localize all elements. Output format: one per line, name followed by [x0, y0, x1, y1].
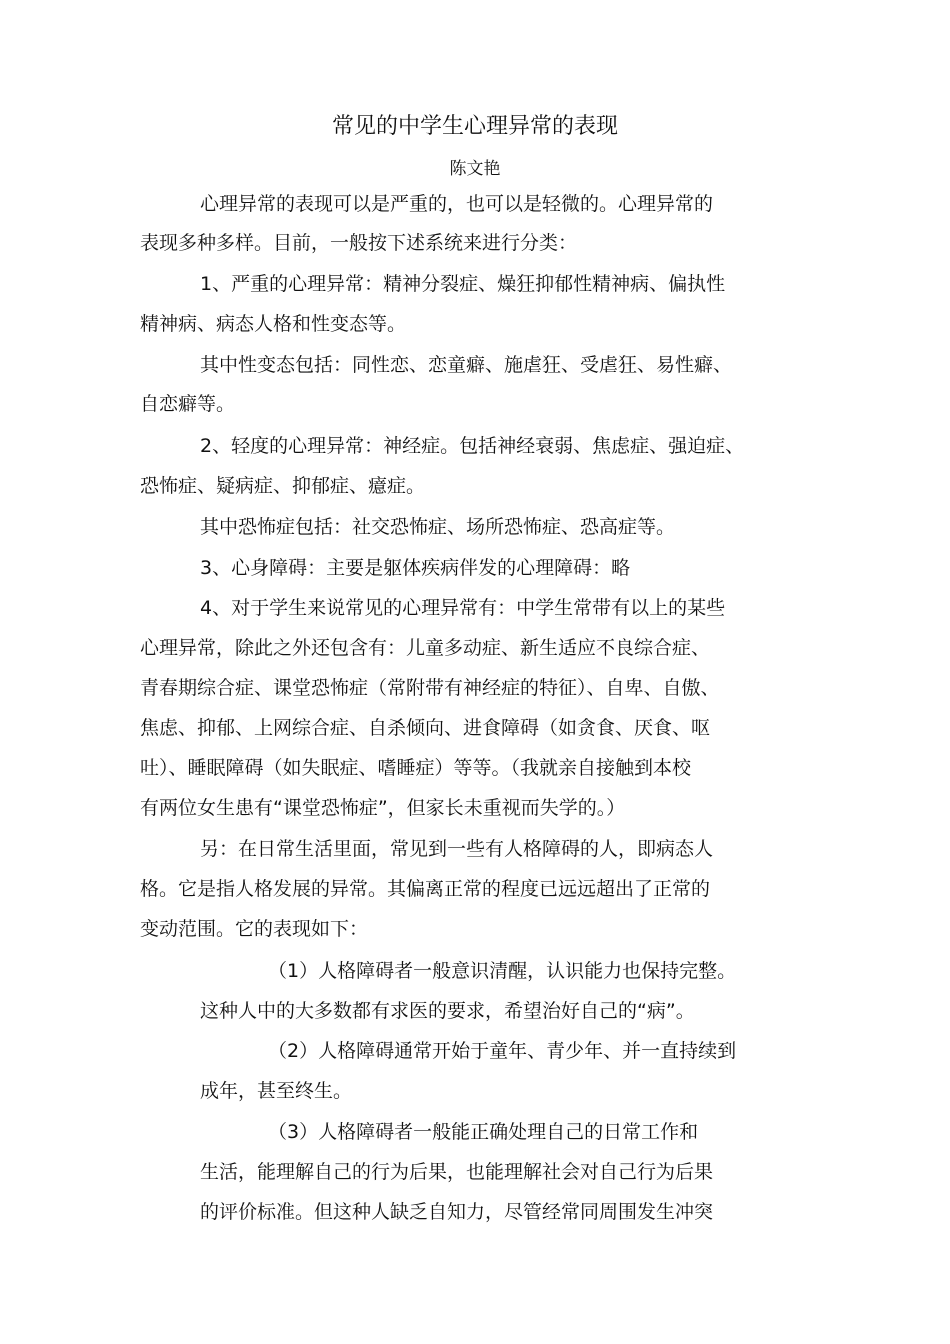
text-line: 其中恐怖症包括：社交恐怖症、场所恐怖症、恐高症等。: [200, 516, 676, 538]
text-line: 1、严重的心理异常：精神分裂症、燥狂抑郁性精神病、偏执性: [200, 273, 726, 295]
text-line: 格。它是指人格发展的异常。其偏离正常的程度已远远超出了正常的: [140, 878, 711, 900]
document-title: 常见的中学生心理异常的表现: [331, 114, 618, 139]
text-line: 自恋癖等。: [140, 393, 236, 415]
text-line: 青春期综合症、课堂恐怖症（常附带有神经症的特征）、自卑、自傲、: [140, 677, 720, 699]
text-line: 心理异常的表现可以是严重的，也可以是轻微的。心理异常的: [200, 193, 714, 215]
text-line: 成年，甚至终生。: [200, 1080, 353, 1102]
text-line: （3）人格障碍者一般能正确处理自己的日常工作和: [268, 1121, 699, 1143]
text-line: 这种人中的大多数都有求医的要求，希望治好自己的“病”。: [200, 1000, 695, 1022]
text-line: （1）人格障碍者一般意识清醒，认识能力也保持完整。: [268, 960, 737, 982]
text-line: 变动范围。它的表现如下：: [140, 918, 369, 940]
text-line: 2、轻度的心理异常：神经症。包括神经衰弱、焦虑症、强迫症、: [200, 435, 745, 457]
text-line: 有两位女生患有“课堂恐怖症”，但家长未重视而失学的。）: [140, 797, 626, 819]
text-line: 心理异常，除此之外还包含有：儿童多动症、新生适应不良综合症、: [140, 637, 711, 659]
text-line: 的评价标准。但这种人缺乏自知力，尽管经常同周围发生冲突: [200, 1201, 714, 1223]
text-line: 其中性变态包括：同性恋、恋童癖、施虐狂、受虐狂、易性癖、: [200, 354, 733, 376]
text-line: 焦虑、抑郁、上网综合症、自杀倾向、进食障碍（如贪食、厌食、呕: [140, 717, 711, 739]
text-line: 表现多种多样。目前，一般按下述系统来进行分类：: [140, 232, 578, 254]
text-line: 3、心身障碍：主要是躯体疾病伴发的心理障碍：略: [200, 557, 631, 579]
text-line: 生活，能理解自己的行为后果，也能理解社会对自己行为后果: [200, 1161, 714, 1183]
text-line: 恐怖症、疑病症、抑郁症、癔症。: [140, 475, 426, 497]
author-name: 陈文艳: [449, 159, 501, 179]
text-line: （2）人格障碍通常开始于童年、青少年、并一直持续到: [268, 1040, 737, 1062]
text-line: 吐）、睡眠障碍（如失眠症、嗜睡症）等等。（我就亲自接触到本校: [140, 757, 692, 779]
text-line: 4、对于学生来说常见的心理异常有：中学生常带有以上的某些: [200, 597, 726, 619]
text-line: 精神病、病态人格和性变态等。: [140, 313, 407, 335]
text-line: 另：在日常生活里面，常见到一些有人格障碍的人，即病态人: [200, 838, 714, 860]
